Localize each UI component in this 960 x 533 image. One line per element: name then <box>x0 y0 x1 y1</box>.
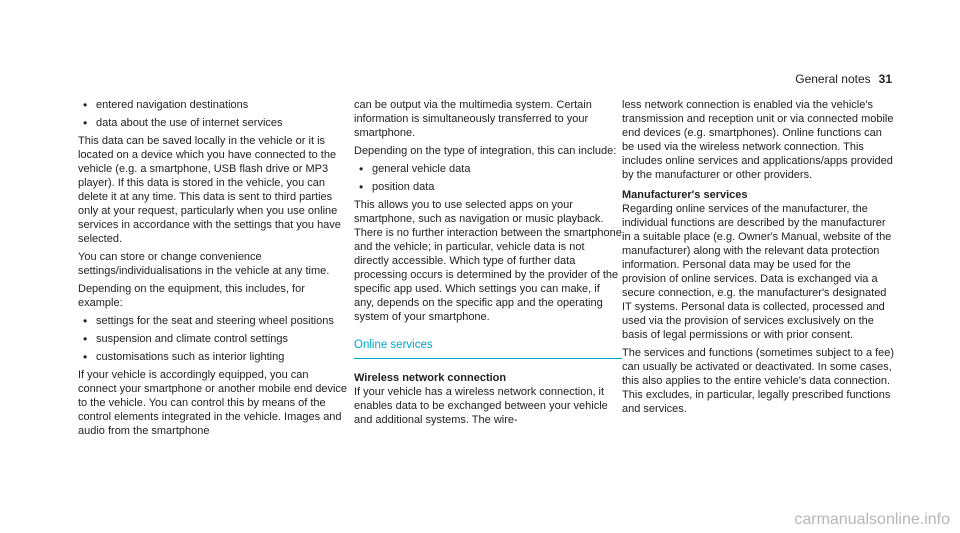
subheading: Wireless network connection <box>354 372 507 384</box>
paragraph: Regarding online services of the manufacturer, the individual functions are described by the manufacturer in a suitable place (e.g. Owner's Manual, website of the manufacturer) along with the relevant data protection information. Personal data may be used for the provision of online services. Data is exchanged via a secure connection, e.g. the manufacturer's designated IT systems. Personal data is collected, processed and used via the provision of services exclusively on the basis of legal permissions or with prior consent. <box>622 203 892 341</box>
paragraph: If your vehicle has a wireless network connection, it enables data to be exchanged between your vehicle and additional systems. The wire- <box>354 386 608 426</box>
list-item: • position data <box>354 180 622 194</box>
paragraph: If your vehicle is accordingly equipped, you can connect your smartphone or another mobile end device to the vehicle. You can control this by means of the control elements integrated in the vehicle. Images and audio from the smartphone <box>78 369 348 437</box>
column-2 <box>354 98 622 431</box>
paragraph: The services and functions (sometimes subject to a fee) can usually be activated or deactivated. In some cases, this also applies to the entire vehicle's data connection. This excludes, in particular, legally prescribed functions and services. <box>622 347 895 415</box>
paragraph: Depending on the type of integration, this can include: <box>354 145 617 157</box>
watermark: carmanualsonline.info <box>794 511 950 528</box>
paragraph: Depending on the equipment, this includes, for example: <box>78 283 305 309</box>
header-title: General notes <box>795 72 871 86</box>
bullet-list <box>78 98 350 130</box>
list-item: • suspension and climate control settings <box>78 332 350 346</box>
list-item: • data about the use of internet services <box>78 116 350 130</box>
list-item: • general vehicle data <box>354 162 622 176</box>
page-number: 31 <box>878 72 892 86</box>
paragraph: can be output via the multimedia system. Certain information is simultaneously transferred to your smartphone. <box>354 99 592 139</box>
column-1 <box>78 98 350 442</box>
list-item: • customisations such as interior lighting <box>78 350 350 364</box>
paragraph: You can store or change convenience settings/individualisations in the vehicle at any time. <box>78 251 330 277</box>
paragraph: This allows you to use selected apps on your smartphone, such as navigation or music playback. There is no further interaction between the smartphone and the vehicle; in particular, vehicle data is not directly accessible. Which type of further data processing occurs is determined by the provider of the specific app used. Which settings you can make, if any, depends on the specific app and the operating system of your smartphone. <box>354 199 622 323</box>
list-item: • settings for the seat and steering wheel positions <box>78 314 350 328</box>
bullet-list <box>354 162 622 194</box>
column-3 <box>622 98 897 420</box>
bullet-list <box>78 314 350 364</box>
paragraph: This data can be saved locally in the vehicle or it is located on a device which you have connected to the vehicle (e.g. a smartphone, USB flash drive or MP3 player). If this data is stored in the vehicle, you can delete it at any time. This data is sent to third parties only at your request, particularly when you use online services in accordance with the settings that you have selected. <box>78 135 341 245</box>
list-item: • entered navigation destinations <box>78 98 350 112</box>
page-header <box>795 72 892 86</box>
section-title: Online services <box>354 338 622 359</box>
subheading: Manufacturer's services <box>622 189 748 201</box>
paragraph: less network connection is enabled via the vehicle's transmission and reception unit or via connected mobile end devices (e.g. smartphones). Online functions can be used via the wireless network connection. This includes online services and applications/apps provided by the manufacturer or other providers. <box>622 99 894 181</box>
